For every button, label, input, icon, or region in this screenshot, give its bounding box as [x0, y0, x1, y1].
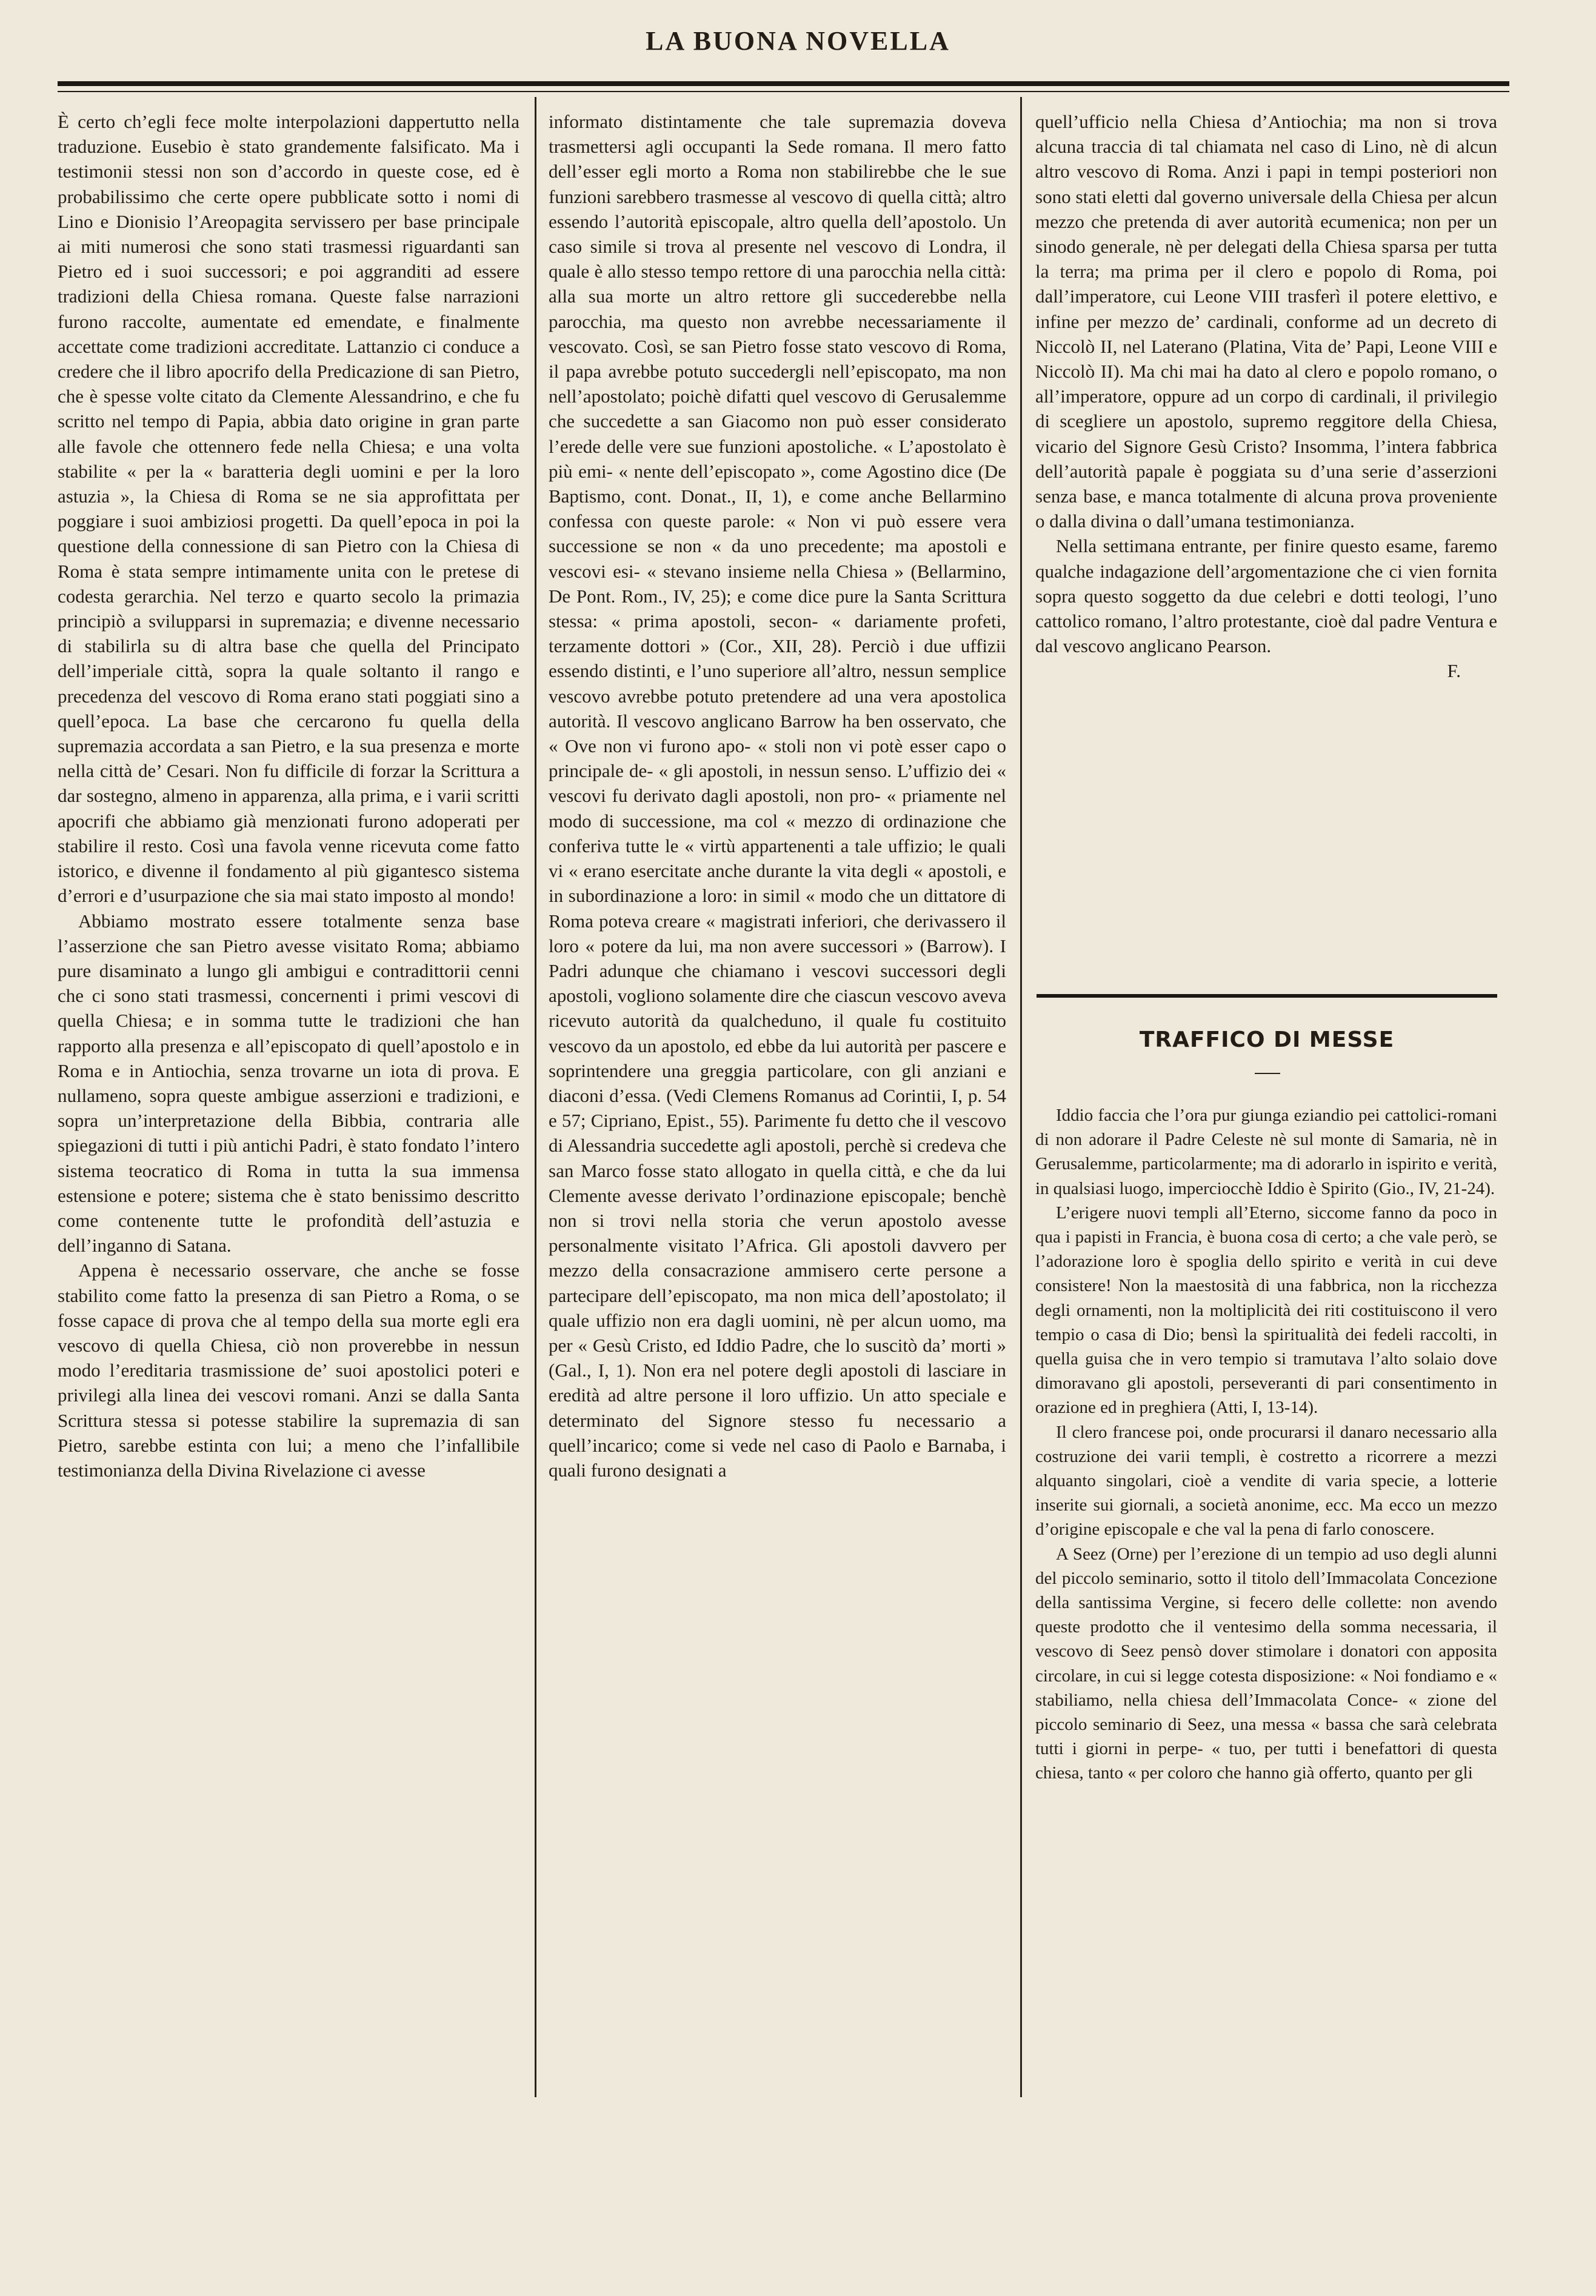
- col1-paragraph-1: È certo ch’egli fece molte interpolazioni dappertutto nella traduzione. Eusebio è stato grandemente falsificato. Ma i testimonii stessi non son d’accordo in queste cose, ed è probabilissimo che certe opere pubblicate sotto i nomi di Lino e Dionisio l’Areopagita servissero per base principale ai miti numerosi che sono stati trasmessi riguardanti san Pietro ed i suoi successori; e poi aggranditi ad essere tradizioni della Chiesa romana. Queste false narrazioni furono raccolte, aumentate ed emendate, e finalmente accettate come tradizioni accreditate. Lattanzio ci conduce a credere che il libro apocrifo della Predicazione di san Pietro, che è spesse volte citato da Clemente Alessandrino, e che fu scritto nel tempo di Papia, abbia dato origine in gran parte alle favole che ottennero fede nella Chiesa; e una volta stabilite « per la « baratteria degli uomini e per la loro astuzia », la Chiesa di Roma se ne sia approfittata per poggiare i suoi ambiziosi progetti. Da quell’epoca in poi la questione della connessione di san Pietro con la Chiesa di Roma è stata sempre intimamente unita con le pretese di codesta gerarchia. Nel terzo e quarto secolo la primazia principiò a svilupparsi in supremazia; e divenne necessario di stabilirla su di altra base che quella del Principato dell’imperiale città, sopra la quale soltanto il rango e precedenza del vescovo di Roma erano stati poggiati sino a quell’epoca. La base che cercarono fu quella della supremazia accordata a san Pietro, e la sua presenza e morte nella città de’ Cesari. Non fu difficile di forzar la Scrittura a dar sostegno, almeno in apparenza, alla prima, e i varii scritti apocrifi che abbiamo già menzionati furono adoperati per stabilire il resto. Così una favola venne ricevuta come fatto istorico, e divenne il fondamento al più gigantesco sistema d’errori e d’usurpazione che sia mai stato imposto al mondo!: [58, 111, 519, 907]
- col3-article-paragraph-1: Iddio faccia che l’ora pur giunga eziandio pei cattolici-romani di non adorare il Padre Celeste nè sul monte di Samaria, nè in Gerusalemme, particolarmente; ma di adorarlo in ispirito e verità, in qualsiasi luogo, imperciocchè Iddio è Spirito (Gio., IV, 21-24).: [1035, 1106, 1497, 1198]
- col3-paragraph-1: quell’ufficio nella Chiesa d’Antiochia; ma non si trova alcuna traccia di tal chiamata nel caso di Lino, nè di alcun altro vescovo di Roma. Anzi i papi in tempi posteriori non sono stati eletti dal governo universale della Chiesa per alcun mezzo che pretenda di aver autorità ecumenica; non per un sinodo generale, nè per delegati della Chiesa sparsa per tutta la terra; ma prima per il clero e popolo di Roma, poi dall’imperatore, cui Leone VIII trasferì il potere elettivo, e infine per mezzo de’ cardinali, conforme ad un decreto di Niccolò II, nel Laterano (Platina, Vita de’ Papi, Leone VIII e Niccolò II). Ma chi mai ha dato al clero e popolo romano, o all’imperatore, oppure ad un corpo di cardinali, il privilegio di scegliere un apostolo, supremo reggitore della Chiesa, vicario del Signore Gesù Cristo? Insomma, l’intera fabbrica dell’autorità papale è poggiata su d’una serie d’asserzioni senza base, e manca totalmente di alcuna prova proveniente o dalla divina o dall’umana testimonianza.: [1035, 111, 1497, 532]
- col1-paragraph-3: Appena è necessario osservare, che anche se fosse stabilito come fatto la presenza di san Pietro a Roma, o se fosse capace di prova che al tempo della sua morte egli era vescovo di quella Chiesa, ciò non proverebbe in nessun modo l’ereditaria trasmissione de’ suoi apostolici poteri e privilegi alla linea dei vescovi romani. Anzi se dalla Santa Scrittura stessa si potesse stabilire la supremazia di san Pietro, sarebbe estinta con lui; a meno che l’infallibile testimonianza della Divina Rivelazione ci avesse: [58, 1260, 519, 1481]
- masthead-rule-thick: [58, 81, 1509, 86]
- masthead-title: LA BUONA NOVELLA: [646, 26, 950, 56]
- section-heading: TRAFFICO DI MESSE: [1139, 1027, 1395, 1052]
- article-signature: F.: [1447, 660, 1461, 682]
- column-rule-1: [535, 97, 536, 2097]
- col3-article-paragraph-3: Il clero francese poi, onde procurarsi il danaro necessario alla costruzione dei varii templi, è costretto a ricorrere a mezzi alquanto singolari, cioè a vendite di varia specie, a lotterie inserite sui giornali, a società anonime, ecc. Ma ecco un mezzo d’origine episcopale e che val la pena di farlo conoscere.: [1035, 1422, 1497, 1540]
- heading-dash: [1255, 1073, 1280, 1074]
- column-3-bottom: [1035, 1103, 1497, 2097]
- column-1: [58, 109, 519, 2085]
- col3-paragraph-2: Nella settimana entrante, per finire questo esame, faremo qualche indagazione dell’argomentazione che ci vien fornita sopra questo soggetto da due celebri e dotti teologi, l’uno cattolico romano, l’altro protestante, cioè dal padre Ventura e dal vescovo anglicano Pearson.: [1035, 535, 1497, 657]
- col3-article-paragraph-4: A Seez (Orne) per l’erezione di un tempio ad uso degli alunni del piccolo seminario, sotto il titolo dell’Immacolata Concezione della santissima Vergine, si fecero delle collette: non avendo queste prodotto che il ventesimo della somma necessaria, il vescovo di Seez pensò dover stimolare i donatori con apposita circolare, in cui si legge cotesta disposizione: « Noi fondiamo e « stabiliamo, nella chiesa dell’Immacolata Conce- « zione del piccolo seminario di Seez, una messa « bassa che sarà celebrata tutti i giorni in perpe- « tuo, per tutti i benefattori di questa chiesa, tanto « per coloro che hanno già offerto, quanto per gli: [1035, 1544, 1497, 1783]
- column-rule-2: [1020, 97, 1022, 2097]
- col1-paragraph-2: Abbiamo mostrato essere totalmente senza base l’asserzione che san Pietro avesse visitato Roma; abbiamo pure disaminato a lungo gli ambigui e contradittorii cenni che ci sono stati trasmessi, concernenti i primi vescovi di quella Chiesa; e in somma tutte le tradizioni che han rapporto alla presenza e all’episcopato di quell’apostolo e in Roma e in Antiochia, senza trovarne un iota di prova. E nullameno, sopra queste ambigue asserzioni e tradizioni, e sopra un’interpretazione della Bibbia, contraria alle spiegazioni di tutti i più antichi Padri, è stato fondato l’intero sistema teocratico di Roma in tutta la sua immensa estensione e potere; sistema che è stato benissimo descritto come contenente tutte le profondità dell’astuzia e dell’inganno di Satana.: [58, 910, 519, 1256]
- section-separator: [1037, 994, 1497, 998]
- col3-article-paragraph-2: L’erigere nuovi templi all’Eterno, siccome fanno da poco in qua i papisti in Francia, è buona cosa di certo; a che vale però, se l’adorazione loro è spoglia dello spirito e verità in cui deve consistere! Non la maestosità di una fabbrica, non la ricchezza degli ornamenti, non la moltiplicità dei riti costituiscono il vero tempio o casa di Dio; bensì la spiritualità dei fedeli raccolti, in quella guisa che in vero tempio si tramutava l’alto solaio dove dimoravano gli apostoli, perseveranti di pari consentimento in orazione ed in preghiera (Atti, I, 13-14).: [1035, 1203, 1497, 1418]
- masthead-rule-thin: [58, 91, 1509, 92]
- column-3-top: [1035, 109, 1497, 970]
- col2-paragraph-1: informato distintamente che tale supremazia doveva trasmettersi agli occupanti la Sede romana. Il mero fatto dell’esser egli morto a Roma non stabilirebbe che le sue funzioni sarebbero trasmesse al vescovo di quella città; altro essendo l’autorità episcopale, altro quella dell’apostolo. Un caso simile si trova al presente nel vescovo di Londra, il quale è allo stesso tempo rettore di una parocchia nella città: alla sua morte un altro rettore gli succederebbe nella parocchia, ma questo non avrebbe necessariamente il vescovato. Così, se san Pietro fosse stato vescovo di Roma, il papa avrebbe potuto succedergli nell’episcopato, ma non nell’apostolato; poichè difatti quel vescovo di Gerusalemme che succedette a san Giacomo non può esser considerato l’erede delle vere sue funzioni apostoliche. « L’apostolato è più emi- « nente dell’episcopato », come Agostino dice (De Baptismo, cont. Donat., II, 1), e come anche Bellarmino confessa con queste parole: « Non vi può essere vera successione se non « da uno precedente; ma apostoli e vescovi esi- « stevano insieme nella Chiesa » (Bellarmino, De Pont. Rom., IV, 25); e come dice pure la Santa Scrittura stessa: « prima apostoli, secon- « dariamente profeti, terzamente dottori » (Cor., XII, 28). Perciò i due uffizii essendo distinti, e l’uno superiore all’altro, nessun semplice vescovo avrebbe potuto pretendere ad una vera apostolica autorità. Il vescovo anglicano Barrow ha ben osservato, che « Ove non vi furono apo- « stoli non vi potè esser capo o principale de- « gli apostoli, in nessun senso. L’uffizio dei « vescovi fu derivato dagli apostoli, non pro- « priamente nel modo di successione, ma col « mezzo di ordinazione che conferiva tutte le « virtù appartenenti a tale uffizio; le quali vi « erano esercitate anche durante la vita degli « apostoli, e in subordinazione a loro: in simil « modo che un dittatore di Roma poteva creare « magistrati inferiori, che derivassero il loro « potere da lui, ma non avere successori » (Barrow). I Padri adunque che chiamano i vescovi successori degli apostoli, vogliono solamente dire che ciascun vescovo aveva ricevuto autorità da qualcheduno, il quale fu costituito vescovo da un apostolo, ed ebbe da lui autorità per pascere e soprintendere una greggia particolare, con gli anziani e diaconi d’essa. (Vedi Clemens Romanus ad Corintii, I, p. 54 e 57; Cipriano, Epist., 55). Parimente fu detto che il vescovo di Alessandria succedette agli apostoli, perchè si credeva che san Marco fosse stato allogato in quella città, e che da lui Clemente avesse derivato l’ordinazione episcopale; benchè non si trovi nella storia che verun apostolo avesse personalmente visitato l’Africa. Gli apostoli davvero per mezzo della consacrazione ammisero certe persone a partecipare dell’episcopato, ma non mica dell’apostolato; il quale uffizio non era dagli uomini, nè per alcun uomo, ma per « Gesù Cristo, ed Iddio Padre, che lo suscitò da’ morti » (Gal., I, 1). Non era nel potere degli apostoli di lasciare in eredità ad altre persone il loro uffizio. Un atto speciale e determinato del Signore stesso fu necessario a quell’incarico; come si vede nel caso di Paolo e Barnaba, i quali furono designati a: [549, 111, 1006, 1481]
- column-2: [549, 109, 1006, 2085]
